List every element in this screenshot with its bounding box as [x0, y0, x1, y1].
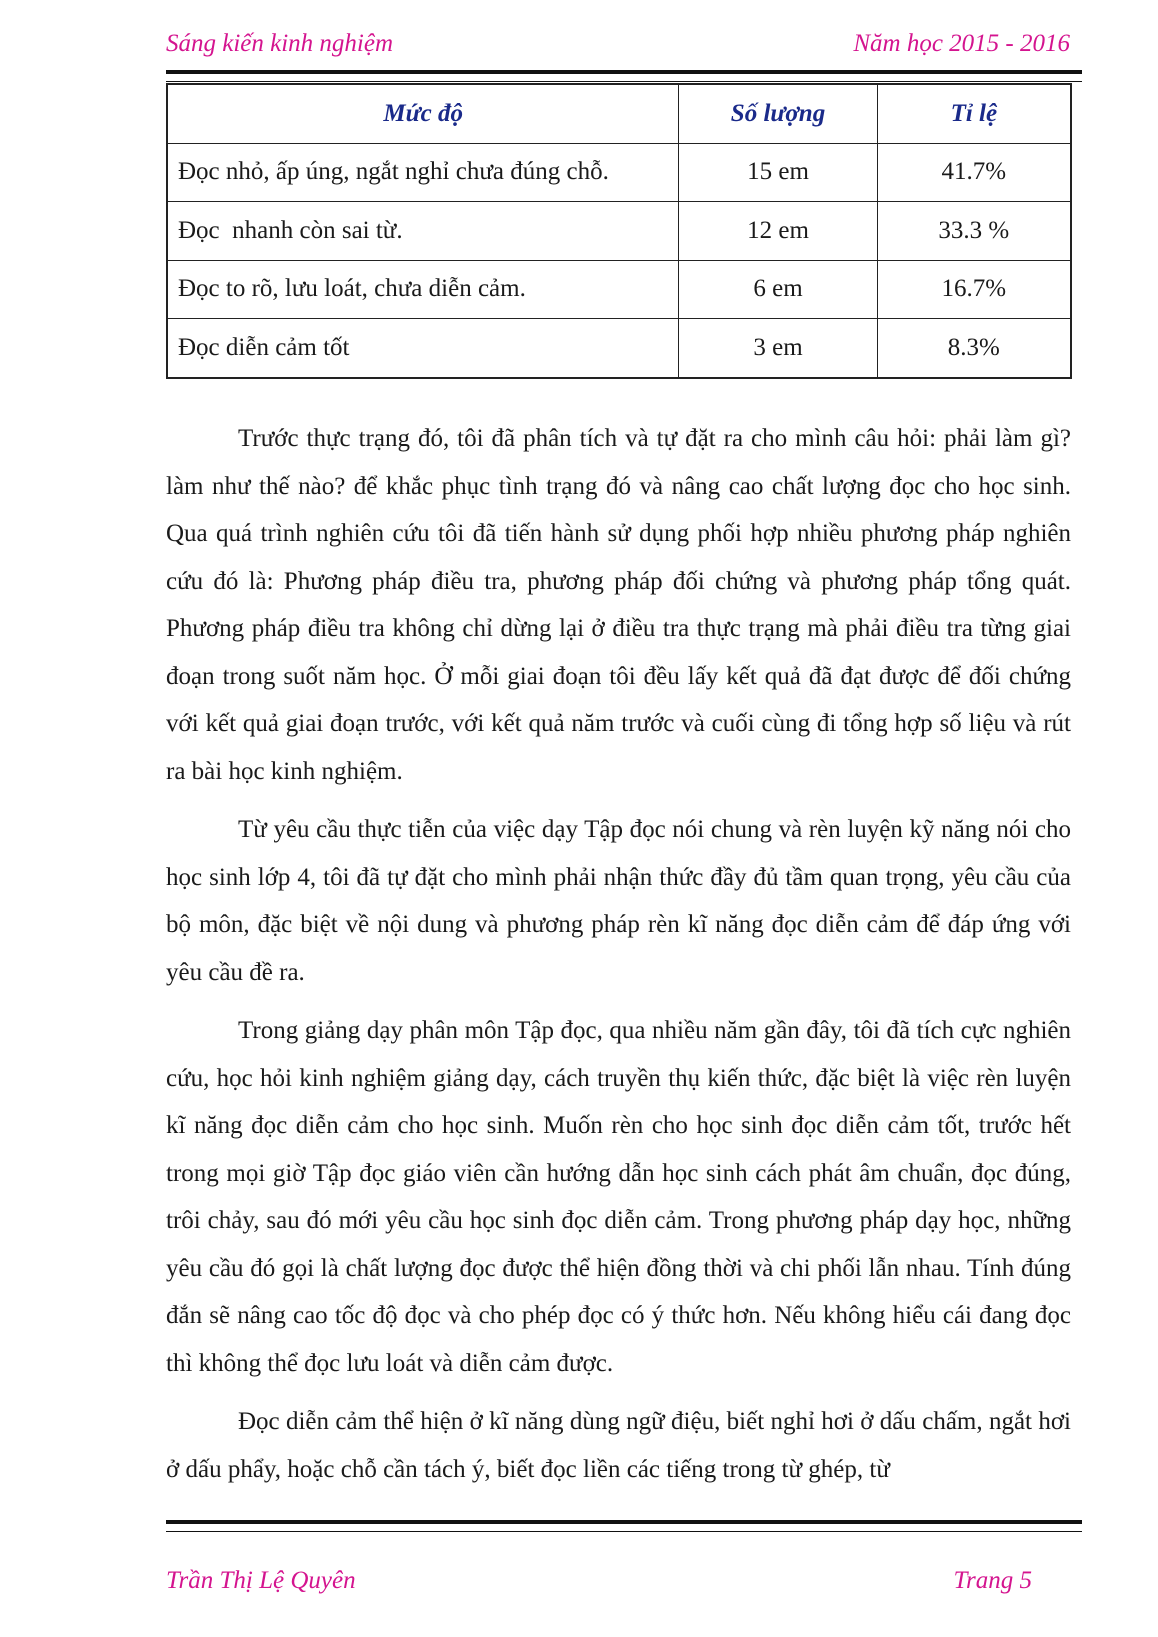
column-header-count: Số lượng: [679, 85, 877, 144]
cell-ratio: 16.7%: [877, 260, 1070, 319]
body-text: [166, 415, 1071, 1504]
header-school-year: Năm học 2015 - 2016: [853, 30, 1070, 57]
footer-author: Trần Thị Lệ Quyên: [166, 1567, 356, 1594]
paragraph: Trong giảng dạy phân môn Tập đọc, qua nhiều năm gần đây, tôi đã tích cực nghiên cứu, học hỏi kinh nghiệm giảng dạy, cách truyền thụ kiến thức, đặc biệt là việc rèn luyện kĩ năng đọc diễn cảm cho học sinh. Muốn rèn cho học sinh đọc diễn cảm tốt, trước hết trong mọi giờ Tập đọc giáo viên cần hướng dẫn học sinh cách phát âm chuẩn, đọc đúng, trôi chảy, sau đó mới yêu cầu học sinh đọc diễn cảm. Trong phương pháp dạy học, những yêu cầu đó gọi là chất lượng đọc được thể hiện đồng thời và chi phối lẫn nhau. Tính đúng đắn sẽ nâng cao tốc độ đọc và cho phép đọc có ý thức hơn. Nếu không hiểu cái đang đọc thì không thể đọc lưu loát và diễn cảm được.: [166, 1017, 1071, 1377]
paragraph: Trước thực trạng đó, tôi đã phân tích và tự đặt ra cho mình câu hỏi: phải làm gì? làm như thế nào? để khắc phục tình trạng đó và nâng cao chất lượng đọc cho học sinh. Qua quá trình nghiên cứu tôi đã tiến hành sử dụng phối hợp nhiều phương pháp nghiên cứu đó là: Phương pháp điều tra, phương pháp đối chứng và phương pháp tổng quát. Phương pháp điều tra không chỉ dừng lại ở điều tra thực trạng mà phải điều tra từng giai đoạn trong suốt năm học. Ở mỗi giai đoạn tôi đều lấy kết quả đã đạt được để đối chứng với kết quả giai đoạn trước, với kết quả năm trước và cuối cùng đi tổng hợp số liệu và rút ra bài học kinh nghiệm.: [166, 425, 1071, 785]
table-row: [168, 260, 1071, 319]
header-divider: [166, 70, 1082, 82]
footer-divider: [166, 1520, 1082, 1532]
cell-ratio: 8.3%: [877, 319, 1070, 378]
page-header: [166, 30, 1070, 66]
cell-count: 3 em: [679, 319, 877, 378]
table-row: [168, 202, 1071, 261]
cell-count: 15 em: [679, 143, 877, 202]
page-number: Trang 5: [953, 1567, 1032, 1594]
cell-ratio: 41.7%: [877, 143, 1070, 202]
cell-level: Đọc to rõ, lưu loát, chưa diễn cảm.: [168, 260, 679, 319]
cell-ratio: 33.3 %: [877, 202, 1070, 261]
paragraph: Đọc diễn cảm thể hiện ở kĩ năng dùng ngữ điệu, biết nghỉ hơi ở dấu chấm, ngắt hơi ở dấu phẩy, hoặc chỗ cần tách ý, biết đọc liền các tiếng trong từ ghép, từ: [166, 1408, 1071, 1483]
paragraph: Từ yêu cầu thực tiễn của việc dạy Tập đọc nói chung và rèn luyện kỹ năng nói cho học sinh lớp 4, tôi đã tự đặt cho mình phải nhận thức đầy đủ tầm quan trọng, yêu cầu của bộ môn, đặc biệt về nội dung và phương pháp rèn kĩ năng đọc diễn cảm để đáp ứng với yêu cầu đề ra.: [166, 816, 1071, 986]
cell-level: Đọc diễn cảm tốt: [168, 319, 679, 378]
table-row: [168, 319, 1071, 378]
table-header-row: [168, 85, 1071, 144]
column-header-level: Mức độ: [168, 85, 679, 144]
column-header-ratio: Tỉ lệ: [877, 85, 1070, 144]
header-title: Sáng kiến kinh nghiệm: [166, 30, 394, 57]
reading-level-table: [166, 83, 1072, 379]
cell-level: Đọc nhỏ, ấp úng, ngắt nghỉ chưa đúng chỗ.: [168, 143, 679, 202]
cell-count: 12 em: [679, 202, 877, 261]
cell-count: 6 em: [679, 260, 877, 319]
table-row: [168, 143, 1071, 202]
cell-level: Đọc nhanh còn sai từ.: [168, 202, 679, 261]
